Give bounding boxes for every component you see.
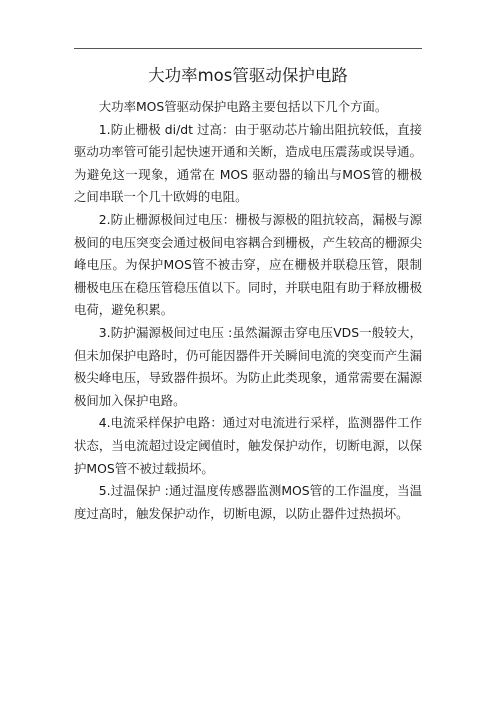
paragraph-over-temperature: 5.过温保护 :通过温度传感器监测MOS管的工作温度，当温度过高时，触发保护动作，切断电源，以防止器件过热损坏。 <box>74 483 422 521</box>
paragraph-gate-source-overvoltage: 2.防止栅源极间过电压：栅极与源极的阻抗较高，漏极与源极间的电压突变会通过极间电容耦合到栅极，产生较高的栅源尖峰电压。为保护MOS管不被击穿，应在栅极并联稳压管，限制栅极电压在稳压管稳压值以下。同时，并联电阻有助于释放栅极电荷，避免积累。 <box>74 211 422 318</box>
paragraph-current-sampling: 4.电流采样保护电路：通过对电流进行采样，监测器件工作状态，当电流超过设定阈值时，触发保护动作，切断电源，以保护MOS管不被过载损坏。 <box>74 415 422 476</box>
document-body <box>74 96 422 525</box>
paragraph-drain-source-overvoltage: 3.防护漏源极间过电压 :虽然漏源击穿电压VDS一般较大，但未加保护电路时，仍可能因器件开关瞬间电流的突变而产生漏极尖峰电压，导致器件损坏。为防止此类现象，通常需要在漏源极间加入保护电路。 <box>74 324 422 408</box>
paragraph-gate-di-dt: 1.防止栅极 di/dt 过高：由于驱动芯片输出阻抗较低，直接驱动功率管可能引起快速开通和关断，造成电压震荡或误导通。为避免这一现象，通常在 MOS 驱动器的输出与MOS管的栅极之间串联一个几十欧姆的电阻。 <box>74 121 422 205</box>
header-rule <box>74 48 422 49</box>
document-title: 大功率mos管驱动保护电路 <box>148 66 348 85</box>
paragraph-intro: 大功率MOS管驱动保护电路主要包括以下几个方面。 <box>98 99 388 114</box>
